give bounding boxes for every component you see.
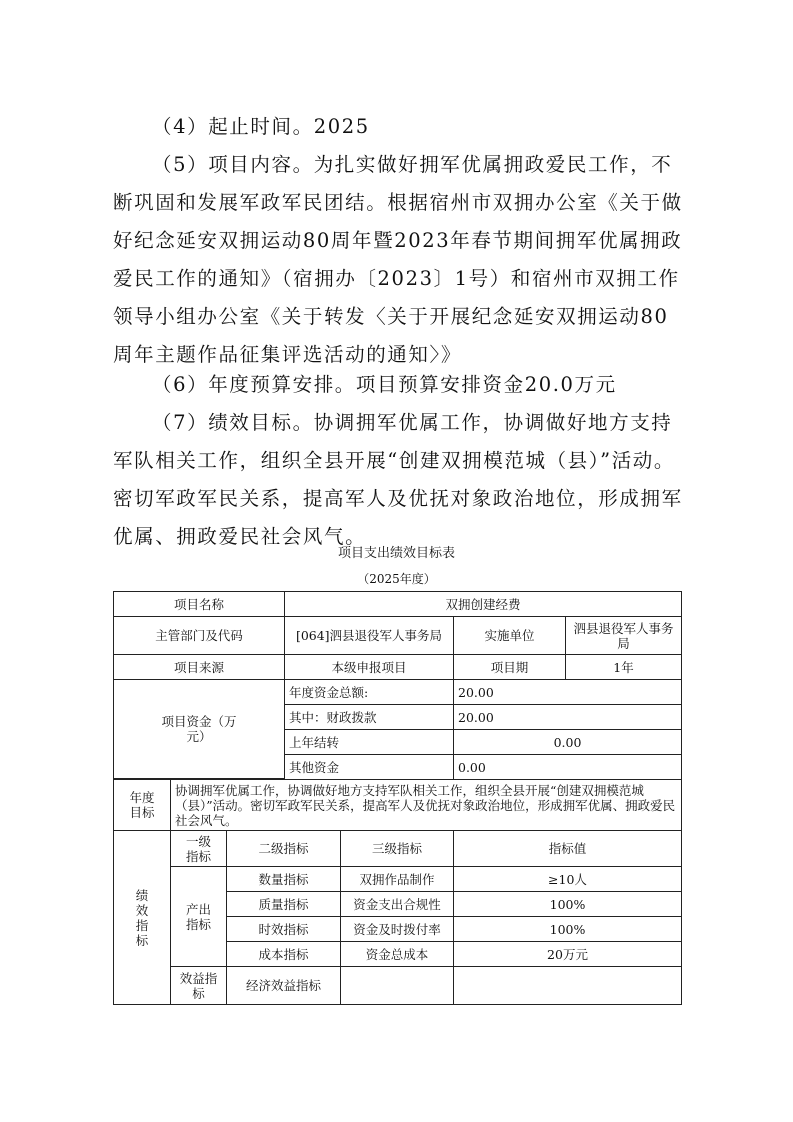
paragraph-goal: （7）绩效目标。协调拥军优属工作，协调做好地方支持军队相关工作，组织全县开展“创建双拥模范城（县）”活动。密切军政军民关系，提高军人及优抚对象政治地位，形成拥军优属、拥政爱民社会风气。	[113, 411, 683, 548]
goal-text: 协调拥军优属工作，协调做好地方支持军队相关工作，组织全县开展“创建双拥模范城（县）”活动。密切军政军民关系，提高军人及优抚对象政治地位，形成拥军优属、拥政爱民社会风气。	[170, 779, 682, 831]
benefit-row-l2: 经济效益指标	[226, 966, 341, 1005]
table-year: （2025年度）	[357, 572, 436, 586]
header-level3: 三级指标	[340, 830, 454, 867]
table-title: 项目支出绩效目标表	[337, 546, 455, 561]
header-level2: 二级指标	[226, 830, 341, 867]
funds-carryover-value: 0.00	[453, 729, 682, 755]
output-row-l3: 双拥作品制作	[340, 866, 454, 892]
period-label: 项目期	[453, 654, 566, 680]
output-label: 产出指标	[170, 866, 227, 967]
impl-label: 实施单位	[453, 616, 566, 655]
project-name-value: 双拥创建经费	[284, 591, 682, 617]
source-label: 项目来源	[113, 654, 285, 680]
output-row-value: ≥10人	[453, 866, 682, 892]
output-row-l2: 成本指标	[226, 941, 341, 967]
funds-other-value: 0.00	[453, 754, 682, 780]
output-row-value: 100%	[453, 916, 682, 942]
dept-label: 主管部门及代码	[113, 616, 285, 655]
output-row-value: 20万元	[453, 941, 682, 967]
benefit-row-l3	[340, 966, 454, 1005]
project-name-label: 项目名称	[113, 591, 285, 617]
benefit-label: 效益指标	[170, 966, 227, 1005]
impl-value: 泗县退役军人事务局	[565, 616, 682, 655]
source-value: 本级申报项目	[284, 654, 454, 680]
period-value: 1年	[565, 654, 682, 680]
benefit-row-value	[453, 966, 682, 1005]
output-row-l3: 资金总成本	[340, 941, 454, 967]
funds-fiscal-value: 20.00	[453, 704, 682, 730]
output-row-l2: 时效指标	[226, 916, 341, 942]
funds-total-label: 年度资金总额:	[284, 679, 454, 705]
output-row-value: 100%	[453, 891, 682, 917]
header-level1: 一级指标	[170, 830, 227, 867]
header-value: 指标值	[453, 830, 682, 867]
output-row-l3: 资金支出合规性	[340, 891, 454, 917]
output-row-l2: 质量指标	[226, 891, 341, 917]
funds-fiscal-label: 其中：财政拨款	[284, 704, 454, 730]
output-row-l2: 数量指标	[226, 866, 341, 892]
funds-other-label: 其他资金	[284, 754, 454, 780]
paragraph-budget: （6）年度预算安排。项目预算安排资金20.0万元	[152, 373, 617, 396]
funds-label: 项目资金（万元）	[113, 679, 285, 779]
goal-label: 年度目标	[113, 779, 171, 831]
dept-value: [064]泗县退役军人事务局	[284, 616, 454, 655]
funds-carryover-label: 上年结转	[284, 729, 454, 755]
funds-total-value: 20.00	[453, 679, 682, 705]
output-row-l3: 资金及时拨付率	[340, 916, 454, 942]
paragraph-content: （5）项目内容。为扎实做好拥军优属拥政爱民工作，不断巩固和发展军政军民团结。根据宿州市双拥办公室《关于做好纪念延安双拥运动80周年暨2023年春节期间拥军优属拥政爱民工作的通知》（宿拥办〔2023〕1号）和宿州市双拥工作领导小组办公室《关于转发〈关于开展纪念延安双拥运动80周年主题作品征集评选活动的通知〉》	[113, 153, 683, 366]
perf-label: 绩效指标	[113, 830, 171, 1005]
paragraph-period: （4）起止时间。2025	[152, 115, 370, 138]
